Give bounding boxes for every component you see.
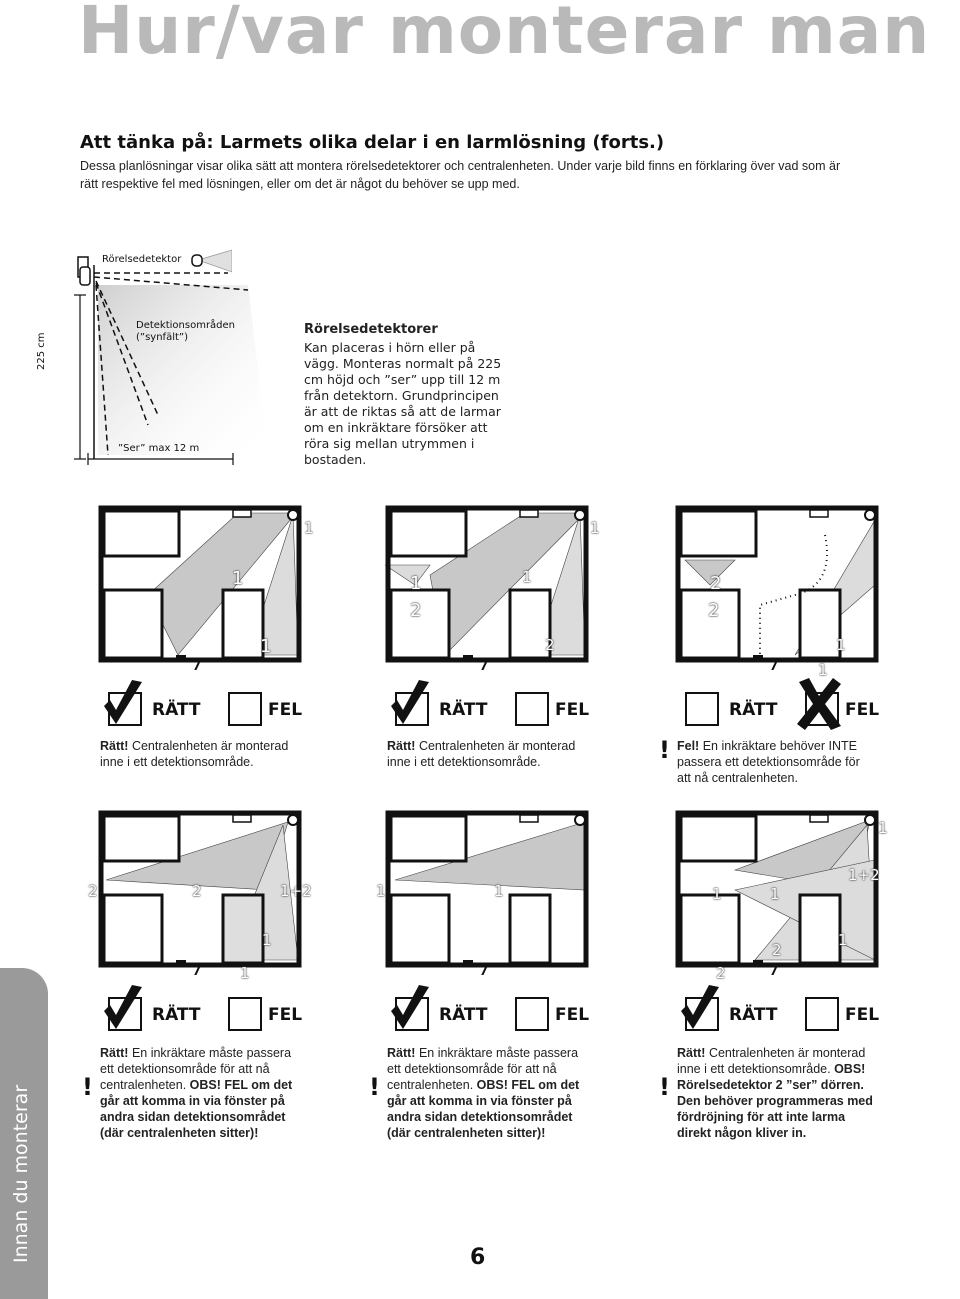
answer-row xyxy=(387,997,597,1033)
warning-exclaim: ! xyxy=(659,1073,670,1101)
caption-warning: OBS! Rörelsedetektor 2 ”ser” dörren. Den behöver programmeras med fördröjning för att inte larma direkt någon kliver in. xyxy=(677,1062,873,1140)
caption-text: Centralenheten är monterad inne i ett detektionsområde. xyxy=(100,739,289,769)
caption-text: Centralenheten är monterad inne i ett detektionsområde. xyxy=(677,1046,866,1076)
answer-row xyxy=(100,997,310,1033)
fel-checkbox[interactable] xyxy=(228,692,262,726)
plan-number: 2 xyxy=(192,882,202,900)
plan-number: 1 xyxy=(240,964,250,982)
caption-lead: Rätt! xyxy=(387,739,416,753)
plan-number: 2 xyxy=(708,600,720,621)
plan-number: 1 xyxy=(260,636,272,657)
fel-checkbox[interactable] xyxy=(515,997,549,1031)
plan-number: 1 xyxy=(494,882,504,900)
warning-exclaim: ! xyxy=(369,1073,380,1101)
check-mark-icon xyxy=(102,680,144,726)
ratt-label: RÄTT xyxy=(729,1005,778,1025)
caption-lead: Rätt! xyxy=(677,1046,706,1060)
warning-exclaim: ! xyxy=(82,1073,93,1101)
fel-checkbox[interactable] xyxy=(805,997,839,1031)
plan-number: 2 xyxy=(716,964,726,982)
check-mark-icon xyxy=(389,985,431,1031)
plan-number: 2 xyxy=(545,636,555,654)
fel-label: FEL xyxy=(555,700,590,720)
plan-number: 1 xyxy=(304,519,314,537)
plan-number: 1 xyxy=(410,573,422,594)
page-title: Hur/var monterar man xyxy=(78,0,931,69)
plan-number: 1 xyxy=(262,931,272,949)
plan-number: 2 xyxy=(410,600,422,621)
ratt-label: RÄTT xyxy=(729,700,778,720)
plan-number: 1 xyxy=(376,882,386,900)
plan-number: 1+2 xyxy=(280,882,312,900)
fel-label: FEL xyxy=(268,1005,303,1025)
caption-lead: Rätt! xyxy=(387,1046,416,1060)
answer-row xyxy=(677,692,887,728)
caption-lead: Fel! xyxy=(677,739,700,753)
plan-caption xyxy=(677,1045,877,1141)
intro-text: Dessa planlösningar visar olika sätt att montera rörelsedetektorer och centralenheten. Under varje bild finns en förklaring över vad som är rätt respektive fel med lösningen, eller om det är något du behöver se upp med. xyxy=(80,159,841,191)
caption-lead: Rätt! xyxy=(100,739,129,753)
side-tab-label: Innan du monterar xyxy=(10,1084,32,1263)
detector-desc xyxy=(304,322,514,468)
caption-text: Centralenheten är monterad inne i ett detektionsområde. xyxy=(387,739,576,769)
section-title: Att tänka på: Larmets olika delar i en larmlösning (forts.) xyxy=(80,132,665,153)
plan-number: 1 xyxy=(590,519,600,537)
caption-warning: OBS! FEL om det går att komma in via fönster på andra sidan detektionsområdet (där centralenheten sitter)! xyxy=(387,1078,580,1140)
fel-label: FEL xyxy=(845,1005,880,1025)
caption-text: En inkräktare måste passera ett detektionsområde för att nå centralenheten. xyxy=(100,1046,292,1092)
plan-number: 1 xyxy=(878,819,888,837)
plan-caption xyxy=(100,1045,300,1141)
plan-number: 1 xyxy=(836,636,846,654)
fel-checkbox[interactable] xyxy=(228,997,262,1031)
check-mark-icon xyxy=(679,985,721,1031)
warning-exclaim: ! xyxy=(659,736,670,764)
detector-body: Kan placeras i hörn eller på vägg. Monteras normalt på 225 cm höjd och ”ser” upp till 12 m från detektorn. Grundprincipen är att de riktas så att de larmar om en inkräktare försöker att röra sig mellan utrymmen i bostaden. xyxy=(304,340,502,467)
caption-lead: Rätt! xyxy=(100,1046,129,1060)
caption-warning: OBS! FEL om det går att komma in via fönster på andra sidan detektionsområdet (där centralenheten sitter)! xyxy=(100,1078,293,1140)
plan-number: 1 xyxy=(232,568,244,589)
plan-caption xyxy=(387,738,587,770)
floor-plan-3 xyxy=(675,505,890,670)
height-label: 225 cm xyxy=(36,332,47,370)
caption-text: En inkräktare måste passera ett detektionsområde för att nå centralenheten. xyxy=(387,1046,579,1092)
detector-label: Rörelsedetektor xyxy=(102,254,182,265)
range-label: ”Ser” max 12 m xyxy=(118,443,200,454)
plan-number: 2 xyxy=(710,573,722,594)
floor-plan-6 xyxy=(675,810,890,975)
detector-heading: Rörelsedetektorer xyxy=(304,322,438,337)
plan-number: 2 xyxy=(772,941,782,959)
plan-number: 1 xyxy=(818,661,828,679)
fel-label: FEL xyxy=(845,700,880,720)
fel-label: FEL xyxy=(555,1005,590,1025)
plan-number: 2 xyxy=(88,882,98,900)
ratt-label: RÄTT xyxy=(439,700,488,720)
fel-label: FEL xyxy=(268,700,303,720)
plan-number: 1 xyxy=(522,568,532,586)
caption-text: En inkräktare behöver INTE passera ett detektionsområde för att nå centralenheten. xyxy=(677,739,860,785)
cross-mark-icon xyxy=(795,678,843,730)
floor-plan-5 xyxy=(385,810,600,975)
check-mark-icon xyxy=(102,985,144,1031)
plan-caption xyxy=(100,738,300,770)
ratt-checkbox[interactable] xyxy=(685,692,719,726)
plan-number: 1 xyxy=(838,931,848,949)
plan-number: 1+2 xyxy=(848,866,880,884)
ratt-label: RÄTT xyxy=(152,1005,201,1025)
area-label-2: (”synfält”) xyxy=(136,332,188,343)
side-tab xyxy=(0,968,48,1299)
plan-caption xyxy=(387,1045,587,1141)
fel-checkbox[interactable] xyxy=(515,692,549,726)
detector-icon-small xyxy=(188,248,232,274)
answer-row xyxy=(677,997,887,1033)
plan-number: 1 xyxy=(712,885,722,903)
answer-row xyxy=(100,692,310,728)
plan-number: 1 xyxy=(770,885,780,903)
area-label: Detektionsområden xyxy=(136,320,236,331)
page-number: 6 xyxy=(470,1245,486,1270)
detector-diagram xyxy=(58,245,268,465)
check-mark-icon xyxy=(389,680,431,726)
answer-row xyxy=(387,692,597,728)
floor-plan-1 xyxy=(98,505,313,670)
ratt-label: RÄTT xyxy=(152,700,201,720)
plan-caption xyxy=(677,738,877,786)
ratt-label: RÄTT xyxy=(439,1005,488,1025)
